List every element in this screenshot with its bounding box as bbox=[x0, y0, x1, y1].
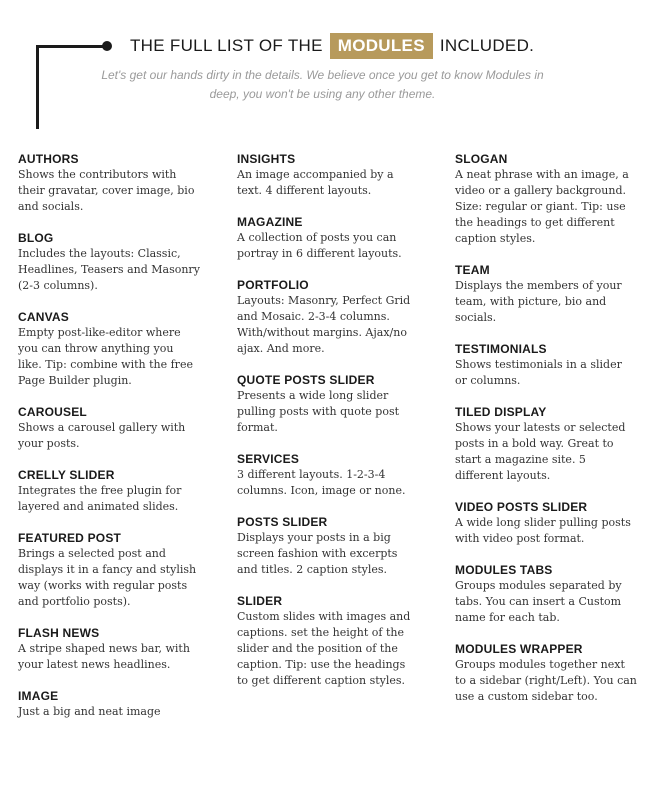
module-item-modules-wrapper bbox=[455, 641, 637, 705]
module-name: CANVAS bbox=[18, 310, 69, 324]
module-name: TEAM bbox=[455, 263, 490, 277]
module-column-3 bbox=[455, 151, 637, 720]
module-item-posts-slider bbox=[237, 514, 419, 578]
module-name: QUOTE POSTS SLIDER bbox=[237, 373, 375, 387]
module-item-blog bbox=[18, 230, 200, 294]
module-item-featured-post bbox=[18, 530, 200, 610]
module-item-slogan bbox=[455, 151, 637, 247]
module-name: FLASH NEWS bbox=[18, 626, 100, 640]
module-desc: Shows the contributors with their gravatar, cover image, bio and socials. bbox=[18, 168, 195, 213]
module-desc: Displays the members of your team, with picture, bio and socials. bbox=[455, 279, 622, 324]
module-desc: A neat phrase with an image, a video or a gallery background. Size: regular or giant. Tip: use the headings to get different caption styles. bbox=[455, 168, 629, 245]
module-desc: Integrates the free plugin for layered and animated slides. bbox=[18, 484, 182, 513]
module-name: IMAGE bbox=[18, 689, 59, 703]
module-desc: Groups modules together next to a sidebar (right/Left). You can use a custom sidebar too. bbox=[455, 658, 637, 703]
title-before: THE FULL LIST OF THE bbox=[130, 36, 323, 55]
page-title bbox=[130, 33, 534, 59]
bracket-line-vertical bbox=[36, 45, 39, 129]
module-item-modules-tabs bbox=[455, 562, 637, 626]
module-item-portfolio bbox=[237, 277, 419, 357]
bracket-dot-icon bbox=[102, 41, 112, 51]
module-name: SLIDER bbox=[237, 594, 283, 608]
module-name: POSTS SLIDER bbox=[237, 515, 328, 529]
module-name: MODULES WRAPPER bbox=[455, 642, 583, 656]
module-item-insights bbox=[237, 151, 419, 199]
module-item-crelly-slider bbox=[18, 467, 200, 515]
module-name: VIDEO POSTS SLIDER bbox=[455, 500, 588, 514]
module-name: FEATURED POST bbox=[18, 531, 122, 545]
module-desc: Brings a selected post and displays it in a fancy and stylish way (works with regular posts and portfolio posts). bbox=[18, 547, 197, 608]
module-item-testimonials bbox=[455, 341, 637, 389]
module-desc: Empty post-like-editor where you can throw anything you like. Tip: combine with the free Page Builder plugin. bbox=[18, 326, 193, 387]
module-desc: Just a big and neat image bbox=[18, 705, 161, 718]
module-name: CRELLY SLIDER bbox=[18, 468, 115, 482]
title-after: INCLUDED. bbox=[439, 36, 535, 55]
module-desc: Custom slides with images and captions. set the height of the slider and the position of the caption. Tip: use the headings to get different caption styles. bbox=[237, 610, 411, 687]
module-desc: A stripe shaped news bar, with your latest news headlines. bbox=[18, 642, 190, 671]
module-name: CAROUSEL bbox=[18, 405, 87, 419]
module-column-1 bbox=[18, 151, 200, 735]
module-item-magazine bbox=[237, 214, 419, 262]
module-name: AUTHORS bbox=[18, 152, 79, 166]
module-desc: Layouts: Masonry, Perfect Grid and Mosaic. 2-3-4 columns. With/without margins. Ajax/no ajax. And more. bbox=[237, 294, 411, 355]
module-desc: Displays your posts in a big screen fashion with excerpts and titles. 2 caption styles. bbox=[237, 531, 398, 576]
module-item-slider bbox=[237, 593, 419, 689]
bracket-line-horizontal bbox=[36, 45, 106, 48]
module-desc: An image accompanied by a text. 4 different layouts. bbox=[237, 168, 394, 197]
module-name: BLOG bbox=[18, 231, 54, 245]
module-name: INSIGHTS bbox=[237, 152, 296, 166]
module-item-image bbox=[18, 688, 200, 720]
module-item-services bbox=[237, 451, 419, 499]
module-desc: 3 different layouts. 1-2-3-4 columns. Icon, image or none. bbox=[237, 468, 406, 497]
module-desc: Includes the layouts: Classic, Headlines, Teasers and Masonry (2-3 columns). bbox=[18, 247, 200, 292]
module-name: SERVICES bbox=[237, 452, 300, 466]
module-desc: A collection of posts you can portray in 6 different layouts. bbox=[237, 231, 402, 260]
module-item-video-posts-slider bbox=[455, 499, 637, 547]
module-desc: Shows a carousel gallery with your posts. bbox=[18, 421, 186, 450]
module-item-carousel bbox=[18, 404, 200, 452]
module-name: TILED DISPLAY bbox=[455, 405, 547, 419]
module-desc: Presents a wide long slider pulling posts with quote post format. bbox=[237, 389, 400, 434]
module-name: TESTIMONIALS bbox=[455, 342, 547, 356]
module-item-quote-posts-slider bbox=[237, 372, 419, 436]
module-item-authors bbox=[18, 151, 200, 215]
module-item-team bbox=[455, 262, 637, 326]
module-desc: A wide long slider pulling posts with video post format. bbox=[455, 516, 631, 545]
module-name: MODULES TABS bbox=[455, 563, 553, 577]
intro-text: Let's get our hands dirty in the details. We believe once you get to know Modules in deep, you won't be using any other theme. bbox=[101, 68, 544, 101]
module-column-2 bbox=[237, 151, 419, 704]
module-item-tiled-display bbox=[455, 404, 637, 484]
module-name: SLOGAN bbox=[455, 152, 508, 166]
module-item-canvas bbox=[18, 309, 200, 389]
module-name: MAGAZINE bbox=[237, 215, 303, 229]
module-item-flash-news bbox=[18, 625, 200, 673]
module-desc: Shows testimonials in a slider or columns. bbox=[455, 358, 622, 387]
module-name: PORTFOLIO bbox=[237, 278, 309, 292]
module-desc: Groups modules separated by tabs. You can insert a Custom name for each tab. bbox=[455, 579, 622, 624]
title-highlight: MODULES bbox=[330, 33, 433, 59]
module-desc: Shows your latests or selected posts in a bold way. Great to start a magazine site. 5 different layouts. bbox=[455, 421, 626, 482]
